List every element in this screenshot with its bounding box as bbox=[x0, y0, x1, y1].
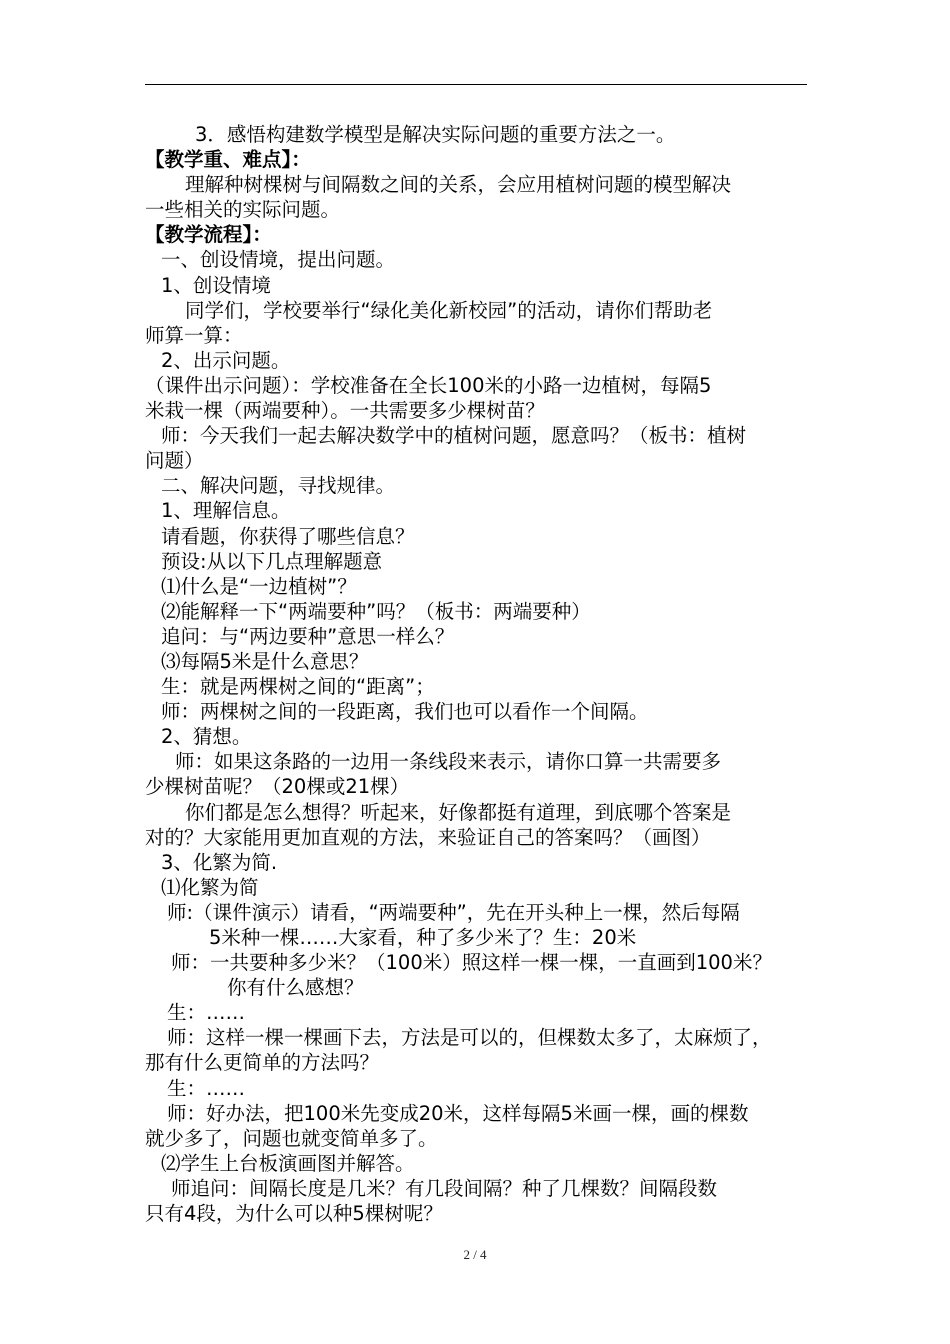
text-line: ⑵学生上台板演画图并解答。 bbox=[161, 1151, 415, 1175]
text-line: 师：两棵树之间的一段距离，我们也可以看作一个间隔。 bbox=[161, 700, 649, 724]
text-line: 生：…… bbox=[167, 1001, 246, 1025]
text-line: 理解种树棵树与间隔数之间的关系，会应用植树问题的模型解决 bbox=[185, 173, 732, 197]
text-line: 3、化繁为简. bbox=[161, 850, 278, 874]
header-rule bbox=[145, 84, 807, 85]
text-line: 生：…… bbox=[167, 1076, 246, 1100]
text-line: 同学们，学校要举行“绿化美化新校园”的活动，请你们帮助老 bbox=[185, 298, 713, 322]
text-line: 师：这样一棵一棵画下去，方法是可以的，但棵数太多了，太麻烦了， bbox=[167, 1026, 772, 1050]
text-line: 师：如果这条路的一边用一条线段来表示，请你口算一共需要多 bbox=[175, 750, 722, 774]
text-line: 就少多了，问题也就变简单多了。 bbox=[145, 1126, 438, 1150]
text-line: 师算一算： bbox=[145, 323, 243, 347]
text-line: 请看题，你获得了哪些信息？ bbox=[161, 524, 415, 548]
section-heading: 【教学流程】： bbox=[145, 223, 272, 247]
text-line: 你们都是怎么想得？听起来，好像都挺有道理，到底哪个答案是 bbox=[185, 800, 732, 824]
text-line: 师：好办法，把100米先变成20米，这样每隔5米画一棵，画的棵数 bbox=[167, 1101, 749, 1125]
text-line: 你有什么感想？ bbox=[227, 976, 364, 1000]
text-line: 5米种一棵……大家看，种了多少米了？生：20米 bbox=[209, 926, 637, 949]
text-line: 1、创设情境 bbox=[161, 273, 271, 297]
text-line: 少棵树苗呢？（20棵或21棵） bbox=[145, 775, 410, 799]
document-body bbox=[145, 122, 810, 1226]
text-line: 师：今天我们一起去解决数学中的植树问题，愿意吗？（板书：植树 bbox=[161, 424, 747, 448]
text-line: 1、理解信息。 bbox=[161, 499, 291, 523]
text-line: （课件出示问题）：学校准备在全长100米的小路一边植树，每隔5 bbox=[145, 373, 712, 397]
text-line: 米栽一棵（两端要种）。一共需要多少棵树苗？ bbox=[145, 399, 545, 423]
text-line: 追问：与“两边要种”意思一样么？ bbox=[161, 624, 455, 648]
text-line: 师：一共要种多少米？（100米）照这样一棵一棵，一直画到100米？ bbox=[171, 951, 772, 975]
text-line: ⑴什么是“一边植树”？ bbox=[161, 574, 357, 598]
text-line: 一、创设情境，提出问题。 bbox=[161, 248, 396, 272]
text-line: 3．感悟构建数学模型是解决实际问题的重要方法之一。 bbox=[195, 123, 676, 146]
text-line: 一些相关的实际问题。 bbox=[145, 198, 341, 222]
text-line: 师追问：间隔长度是几米？有几段间隔？种了几棵数？间隔段数 bbox=[171, 1176, 718, 1200]
text-line: ⑶每隔5米是什么意思？ bbox=[161, 649, 369, 673]
text-line: 2、猜想。 bbox=[161, 725, 252, 749]
text-line: ⑵能解释一下“两端要种”吗？（板书：两端要种） bbox=[161, 599, 591, 623]
text-line: 二、解决问题，寻找规律。 bbox=[161, 474, 396, 498]
text-line: 问题） bbox=[145, 449, 204, 473]
text-line: 预设:从以下几点理解题意 bbox=[161, 549, 383, 573]
text-line: 生：就是两棵树之间的“距离”； bbox=[161, 675, 435, 699]
text-line: 2、出示问题。 bbox=[161, 348, 291, 372]
text-line: ⑴化繁为简 bbox=[161, 875, 259, 899]
text-line: 只有4段，为什么可以种5棵树呢？ bbox=[145, 1202, 443, 1226]
text-line: 对的？大家能用更加直观的方法，来验证自己的答案吗？（画图） bbox=[145, 825, 711, 849]
text-line: 师:（课件演示）请看，“两端要种”，先在开头种上一棵，然后每隔 bbox=[167, 900, 740, 924]
page-number: 2 / 4 bbox=[463, 1247, 487, 1262]
text-line: 那有什么更简单的方法吗？ bbox=[145, 1051, 380, 1075]
section-heading: 【教学重、难点】： bbox=[145, 148, 311, 172]
